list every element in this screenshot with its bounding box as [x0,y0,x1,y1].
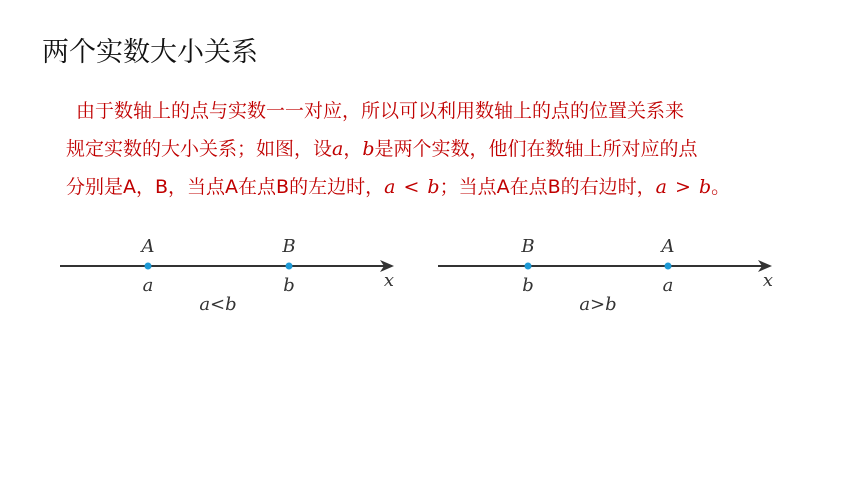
point-dot [665,263,672,270]
paragraph-line-2 [66,130,826,168]
point-value: b [283,275,295,296]
point-label: B [521,236,535,257]
point-dot [145,263,152,270]
point-value: b [522,275,534,296]
line3-text-a: 分别是A，B，当点A在点B的左边时， [66,176,385,198]
paragraph-line-1: 由于数轴上的点与实数一一对应，所以可以利用数轴上的点的位置关系来 [76,100,685,122]
line3-text-b: ；当点A在点B的右边时， [439,176,656,198]
paragraph-line-3 [66,168,826,206]
point-label: A [661,236,675,257]
relation-caption: a<b [199,294,237,315]
number-line-diagram-2 [438,236,773,315]
var-b: b [362,138,375,160]
point-label: A [141,236,155,257]
axis-label: x [762,270,774,291]
line2-text-b: 是两个实数，他们在数轴上所对应的点 [374,138,698,160]
relation-caption: a>b [579,294,617,315]
line3-end: 。 [711,176,731,198]
point-value: a [142,275,154,296]
number-line-diagram-1 [60,236,394,315]
page-title: 两个实数大小关系 [42,37,258,68]
line2-text-a: 规定实数的大小关系；如图，设 [66,138,333,160]
point-label: B [282,236,296,257]
point-dot [525,263,532,270]
expr-a-gt-b: a > b [655,176,712,198]
point-value: a [662,275,674,296]
expr-a-lt-b: a < b [384,176,440,198]
var-a: a [332,138,344,160]
axis-label: x [383,270,395,291]
point-dot [286,263,293,270]
explanation-paragraph [66,92,826,206]
line2-comma: ， [343,138,363,160]
number-line-figure [0,228,860,328]
